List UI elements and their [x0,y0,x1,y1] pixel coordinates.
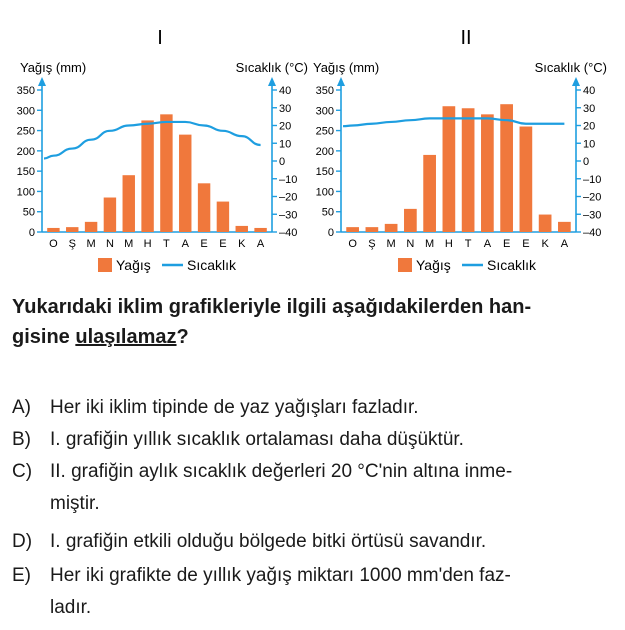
question-underlined-word: ulaşılamaz [75,326,177,348]
chart-i [17,27,308,273]
x-tick-label: M [425,238,435,250]
x-tick-label: A [256,238,265,250]
legend-precip-swatch [398,258,412,272]
option-e-text-line-1: Her iki grafikte de yıllık yağış miktarı 1000 mm'den faz- [50,565,511,586]
precip-bar-7 [160,114,172,232]
y-right-tick-label: 10 [279,138,292,151]
precip-bar-6 [443,106,456,232]
y-left-tick-label: 300 [16,105,35,118]
x-tick-label: A [483,238,492,250]
climate-charts [0,0,625,280]
option-c-letter: C) [12,461,33,482]
x-tick-label: H [444,238,453,250]
y-right-tick-label: 40 [279,85,292,97]
y-right-tick-label: –40 [279,227,298,239]
x-tick-label: E [502,238,511,250]
y-left-tick-label: 100 [315,186,334,199]
x-tick-label: A [181,238,189,250]
y-left-tick-label: 200 [16,145,35,158]
precip-bar-5 [423,155,436,232]
y-right-tick-label: –10 [583,173,602,186]
x-tick-label: Ş [368,238,376,250]
legend-precip-swatch [98,258,112,272]
y-left-tick-label: 50 [321,206,334,219]
x-tick-label: E [200,238,208,250]
y-right-tick-label: 40 [583,85,596,97]
y-axis-left-label: Yağış (mm) [313,60,380,75]
chart-ii [313,27,607,273]
precip-bar-10 [520,127,533,232]
precip-bar-11 [539,215,552,232]
x-tick-label: N [406,238,415,250]
precip-bar-9 [500,104,513,232]
y-left-tick-label: 300 [315,105,334,118]
y-axis-right-label: Sıcaklık (°C) [534,60,607,75]
option-d-text: I. grafiğin etkili olduğu bölgede bitki örtüsü savandır. [50,531,487,552]
legend-precip-label: Yağış [416,257,451,273]
y-right-tick-label: –20 [279,191,298,204]
y-axis-left-arrow [337,77,345,86]
x-tick-label: K [541,238,549,250]
precip-bar-3 [85,222,97,232]
question-line-2: gisine ulaşılamaz? [12,326,189,348]
y-right-tick-label: 30 [279,102,292,115]
y-left-tick-label: 150 [16,166,35,179]
legend-temp-label: Sıcaklık [487,257,537,273]
y-right-tick-label: 0 [583,156,590,168]
x-tick-label: M [386,238,396,250]
precip-bar-12 [254,228,266,232]
precip-bar-8 [481,114,494,232]
y-right-tick-label: –10 [279,173,298,186]
precip-bar-12 [558,222,571,232]
x-tick-label: A [560,238,569,250]
y-left-tick-label: 250 [16,125,35,138]
y-left-tick-label: 150 [315,166,334,179]
option-c-text-line-2: miştir. [50,493,100,514]
y-right-tick-label: 0 [279,156,286,168]
y-axis-right-arrow [268,77,276,86]
x-tick-label: K [238,238,246,250]
y-left-tick-label: 0 [28,227,35,239]
precip-bar-9 [198,183,210,232]
x-tick-label: M [124,238,134,250]
option-c-text-line-1: II. grafiğin aylık sıcaklık değerleri 20 °C'nin altına inme- [50,461,513,482]
precip-bar-2 [66,227,78,232]
option-a-letter: A) [12,397,31,418]
precip-bar-4 [404,209,417,232]
x-tick-label: M [86,238,96,250]
y-left-tick-label: 250 [315,125,334,138]
x-tick-label: E [522,238,530,250]
y-left-tick-label: 200 [315,145,334,158]
y-axis-right-arrow [572,77,580,86]
option-d-letter: D) [12,531,33,552]
y-axis-left-label: Yağış (mm) [20,60,87,75]
precip-bar-7 [462,108,475,232]
y-axis-left-arrow [38,77,46,86]
y-left-tick-label: 0 [327,227,334,239]
x-tick-label: N [105,238,114,250]
precip-bar-2 [366,227,379,232]
option-e-text-line-2: ladır. [50,597,92,618]
y-left-tick-label: 100 [16,186,35,199]
precip-bar-5 [123,175,135,232]
x-tick-label: T [464,238,472,250]
question-line-1: Yukarıdaki iklim grafikleriyle ilgili aşağıdakilerden han- [12,296,532,318]
y-axis-right-label: Sıcaklık (°C) [235,60,308,75]
x-tick-label: E [219,238,227,250]
chart-title: II [460,27,472,49]
precip-bar-11 [236,226,248,232]
y-left-tick-label: 350 [315,85,334,97]
y-right-tick-label: 30 [583,102,596,115]
y-right-tick-label: –40 [583,227,602,239]
precip-bar-10 [217,202,229,232]
y-right-tick-label: 20 [583,120,596,133]
x-tick-label: O [49,238,58,250]
legend-temp-label: Sıcaklık [187,257,237,273]
x-tick-label: Ş [68,238,76,250]
option-b-letter: B) [12,429,31,450]
legend-precip-label: Yağış [116,257,151,273]
precip-bar-8 [179,135,191,232]
precip-bar-6 [141,120,153,232]
chart-title: I [157,27,163,49]
x-tick-label: H [143,238,152,250]
y-right-tick-label: –20 [583,191,602,204]
option-b-text: I. grafiğin yıllık sıcaklık ortalaması daha düşüktür. [50,429,464,450]
option-a-text: Her iki iklim tipinde de yaz yağışları fazladır. [50,397,419,418]
precip-bar-1 [47,228,59,232]
precip-bar-4 [104,198,116,232]
y-right-tick-label: –30 [279,209,298,222]
precip-bar-3 [385,224,398,232]
y-right-tick-label: –30 [583,209,602,222]
option-e-letter: E) [12,565,31,586]
x-tick-label: T [163,238,170,250]
y-right-tick-label: 20 [279,120,292,133]
y-right-tick-label: 10 [583,138,596,151]
precip-bar-1 [346,227,359,232]
y-left-tick-label: 350 [16,85,35,97]
x-tick-label: O [348,238,357,250]
y-left-tick-label: 50 [22,206,35,219]
question-text [12,292,612,352]
